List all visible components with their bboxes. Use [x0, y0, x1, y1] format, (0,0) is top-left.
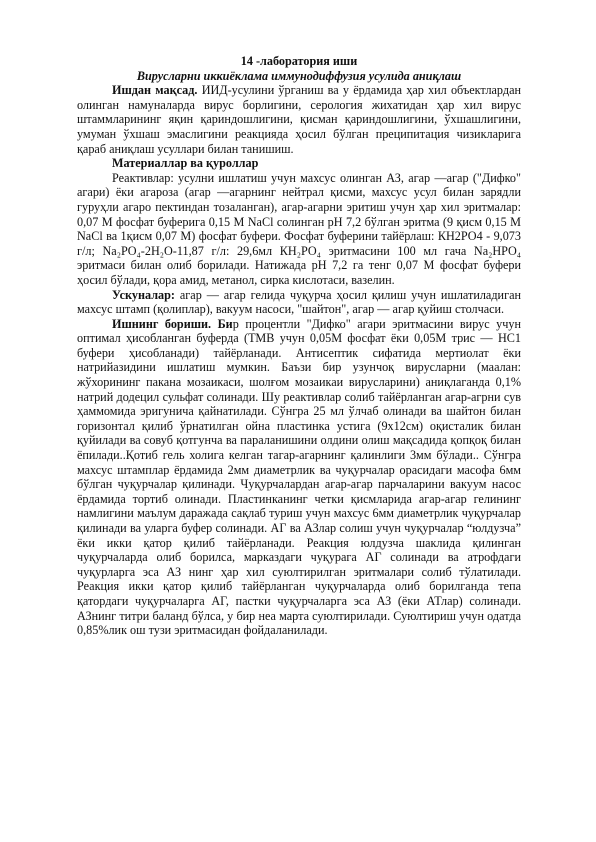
purpose-text: ИИД-усулини ўрганиш ва у ёрдамида ҳар хил объектлардан олинган намуналарда вирус борлигини, серология жихатидан ҳар хил вирус штаммларининг яқин қариндошлигини, қисман қариндошлигини, ўхшашлигини, умуман ўхшаш эмаслигини реакцияда ҳосил бўлган преципитация чизикларига қараб аниқлаш усуллари билан танишиш.: [77, 83, 521, 156]
equipment-text: агар — агар гелида чуқурча ҳосил қилиш учун ишлатиладиган махсус штамп (қолиплар), вакуум насоси, "шайтон", агар — агар қуйиш столчаси.: [77, 287, 521, 317]
lab-subtitle: Вирусларни иккиёклама иммунодиффузия усулида аниқлаш: [136, 68, 462, 83]
reagents-paragraph: Реактивлар: усулни ишлатиш учун махсус олинган АЗ, агар —агар ("Дифко" агари) ёки агароза (агар —агарнинг нейтрал қисми, махсус усул билан зарядли гуруҳли агаро пектиндан тозаланган), агар-агарни эритиш учун ҳар хил эритмалар: 0,07 М фосфат буферига 0,15 М NaCl солинган pH 7,2 бўлган эритма (9 қисм 0,15 М NaCl ва 1қисм 0,07 М) фосфат буфери. Фосфат буферини тайёрлаш: КН2РО4 - 9,073 г/л; Na₂PO₄-2H₂O-11,87 г/л: 29,6мл КН₂РО₄ эритмасини 100 мл гача Na₂HPO₄ эритмаси билан олиб борилади. Натижада pH 7,2 га тенг 0,07 М фосфат буфери ҳосил бўлади, қора амид, метанол, сирка кислотаси, вазелин.: [77, 170, 521, 287]
equipment-paragraph: [77, 288, 521, 317]
document-page: [77, 54, 521, 638]
procedure-lead: Ишнинг бориши. Би: [112, 316, 233, 331]
purpose-paragraph: [77, 83, 521, 156]
purpose-lead: Ишдан мақсад.: [112, 83, 198, 98]
materials-heading: Материаллар ва қуроллар: [112, 156, 259, 171]
procedure-paragraph: [77, 317, 521, 638]
procedure-text: р процентли "Дифко" агари эритмасини вирус учун оптимал ҳисобланган буферда (ТМВ учун 0,05М фосфат ёки 0,05М трис — НС1 буфери ҳисобланади) тайёрланади. Антисептик сифатида мертиолат ёки натрийазидини ишлатиш мумкин. Баъзи бир узунчоқ вирусларни (маалан: жўхорининг пакана мозаикаси, шолғом мозаикаи вирусларини) аниқлаганда 0,1% натрий додецил сульфат солинади. Шу реактивлар солиб тайёрланган агар-агрни сув ҳаммомида эригунича қайнатилади. Сўнгра 25 мл ўлчаб олинади ва шайтон билан горизонтал қилиб ўрнатилган ойна пластинка устига (9х12см) оқисталик билан қуйилади ва совуб қотгунча ва параланишини олдини олиш мақсадида қопқоқ билан ёпилади..Қотиб гель холига келган тагар-агарнинг қалинлиги 3мм бўлади.. Сўнгра махсус штамплар ёрдамида 2мм диаметрлик ва чуқурчалар орасидаги масофа 6мм бўлган чуқурчалар қилинади. Чуқурчалардан агар-агар парчаларини вакуум насос ёрдамида тортиб олинади. Пластинканинг четки қисмларида агар-агар гелининг намлигини маълум даражада сақлаб туриш учун махсус 6мм диаметрлик чуқурчалар қилинади ва уларга буфер солинади. АГ ва АЗлар солиш учун чуқурчалар “юлдузча” ёки икки қатор қилиб тайёрланади. Реакция юлдузча шаклида қилинган чуқурчаларда олиб борилса, марказдаги чуқурага АГ солинади ва атрофдаги чуқурларга эса АЗ нинг ҳар хил суюлтирилган эритмалари солиб тўлатилади. Реакция икки қатор қилиб тайёрланган чуқурчаларда олиб борилганда тепа қатордаги чуқурчаларга АГ, пастки чуқурчаларга эса АЗ (ёки АТлар) солинади. АЗнинг титри баланд бўлса, у бир неа марта суюлтирилади. Суюлтириш учун одатда 0,85%лик ош тузи эритмасидан фойдаланилади.: [77, 316, 522, 638]
lab-title: 14 -лаборатория иши: [240, 54, 358, 68]
equipment-lead: Ускуналар:: [112, 287, 175, 302]
